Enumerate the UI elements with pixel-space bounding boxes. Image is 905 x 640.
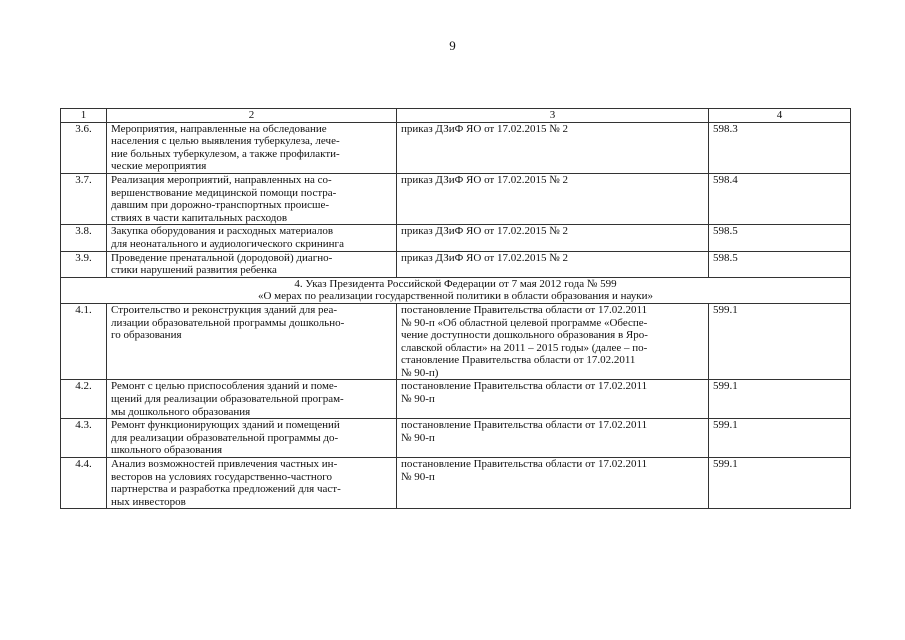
indicator-code: 598.5 bbox=[709, 225, 851, 251]
legal-basis-line: постановление Правительства области от 17.02.2011 bbox=[401, 419, 648, 432]
row-number: 4.2. bbox=[61, 380, 107, 419]
indicator-code: 599.1 bbox=[709, 458, 851, 509]
activity-description bbox=[107, 303, 397, 380]
activity-description bbox=[107, 173, 397, 224]
activity-description-line: Закупка оборудования и расходных материалов bbox=[111, 225, 334, 238]
legal-basis-line: приказ ДЗиФ ЯО от 17.02.2015 № 2 bbox=[401, 251, 568, 264]
table-row bbox=[61, 225, 851, 251]
table-row bbox=[61, 251, 851, 277]
activity-description bbox=[107, 251, 397, 277]
indicator-code: 598.5 bbox=[709, 251, 851, 277]
activity-description-line: Анализ возможностей привлечения частных ин- bbox=[111, 458, 338, 471]
legal-basis-line: № 90-п bbox=[401, 470, 435, 483]
legal-basis bbox=[397, 173, 709, 224]
legal-basis-line: постановление Правительства области от 17.02.2011 bbox=[401, 458, 648, 471]
legal-basis-line: славской области» на 2011 – 2015 годы» (далее – по- bbox=[401, 341, 648, 354]
row-number: 3.9. bbox=[61, 251, 107, 277]
activity-description bbox=[107, 225, 397, 251]
indicator-code: 599.1 bbox=[709, 380, 851, 419]
legal-basis-line: приказ ДЗиФ ЯО от 17.02.2015 № 2 bbox=[401, 225, 568, 238]
row-number: 4.1. bbox=[61, 303, 107, 380]
activity-description-line: ствиях в части капитальных расходов bbox=[111, 211, 288, 224]
section-title-line-1: 4. Указ Президента Российской Федерации от 7 мая 2012 года № 599 bbox=[294, 277, 617, 290]
activity-description-line: лизации образовательной программы дошкольно- bbox=[111, 316, 345, 329]
column-header-4: 4 bbox=[709, 109, 851, 123]
legal-basis-line: постановление Правительства области от 17.02.2011 bbox=[401, 303, 648, 316]
activity-description-line: Реализация мероприятий, направленных на со- bbox=[111, 173, 332, 186]
column-header-3: 3 bbox=[397, 109, 709, 123]
activity-description-line: ческие мероприятия bbox=[111, 160, 207, 173]
activity-description-line: для реализации образовательной программы до- bbox=[111, 431, 339, 444]
section-row bbox=[61, 277, 851, 303]
legal-basis bbox=[397, 380, 709, 419]
legal-basis-line: № 90-п «Об областной целевой программе «Обеспе- bbox=[401, 316, 648, 329]
section-title bbox=[61, 277, 851, 303]
activity-description-line: ние больных туберкулезом, а также профилакти- bbox=[111, 147, 340, 160]
table-header bbox=[61, 109, 851, 123]
table-row bbox=[61, 380, 851, 419]
activity-description bbox=[107, 458, 397, 509]
activity-description-line: го образования bbox=[111, 329, 182, 342]
activity-description-line: Строительство и реконструкция зданий для реа- bbox=[111, 303, 338, 316]
legal-basis bbox=[397, 419, 709, 458]
legal-basis bbox=[397, 458, 709, 509]
activity-description-line: Ремонт с целью приспособления зданий и поме- bbox=[111, 380, 338, 393]
activity-description-line: Мероприятия, направленные на обследование bbox=[111, 122, 327, 135]
activity-description bbox=[107, 380, 397, 419]
header-row bbox=[61, 109, 851, 123]
column-header-1: 1 bbox=[61, 109, 107, 123]
activity-description-line: населения с целью выявления туберкулеза, лече- bbox=[111, 135, 340, 148]
table-body-section-4 bbox=[61, 303, 851, 509]
legal-basis bbox=[397, 225, 709, 251]
table-row bbox=[61, 458, 851, 509]
row-number: 3.6. bbox=[61, 122, 107, 173]
page-number: 9 bbox=[449, 38, 456, 53]
row-number: 3.8. bbox=[61, 225, 107, 251]
table-body-section-3 bbox=[61, 122, 851, 277]
legal-basis-line: постановление Правительства области от 17.02.2011 bbox=[401, 380, 648, 393]
activity-description-line: весторов на условиях государственно-частного bbox=[111, 470, 332, 483]
indicator-code: 598.4 bbox=[709, 173, 851, 224]
table-row bbox=[61, 419, 851, 458]
table-row bbox=[61, 303, 851, 380]
activity-description-line: вершенствование медицинской помощи постра- bbox=[111, 186, 337, 199]
activity-description-line: для неонатального и аудиологического скрининга bbox=[111, 237, 344, 250]
section-title-line-2: «О мерах по реализации государственной политики в области образования и науки» bbox=[257, 290, 654, 303]
activity-description-line: стики нарушений развития ребенка bbox=[111, 264, 277, 277]
activity-description-line: мы дошкольного образования bbox=[111, 405, 251, 418]
legal-basis bbox=[397, 122, 709, 173]
legal-basis-line: № 90-п) bbox=[401, 366, 439, 379]
table-row bbox=[61, 122, 851, 173]
legal-basis-line: № 90-п bbox=[401, 393, 435, 406]
column-header-2: 2 bbox=[107, 109, 397, 123]
activity-description-line: Проведение пренатальной (дородовой) диагно- bbox=[111, 251, 333, 264]
document-table bbox=[60, 108, 851, 509]
activity-description bbox=[107, 419, 397, 458]
indicator-code: 599.1 bbox=[709, 303, 851, 380]
indicator-code: 598.3 bbox=[709, 122, 851, 173]
activity-description-line: давшим при дорожно-транспортных происше- bbox=[111, 199, 330, 212]
row-number: 4.4. bbox=[61, 458, 107, 509]
activity-description-line: школьного образования bbox=[111, 444, 223, 457]
row-number: 3.7. bbox=[61, 173, 107, 224]
row-number: 4.3. bbox=[61, 419, 107, 458]
legal-basis-line: № 90-п bbox=[401, 431, 435, 444]
legal-basis bbox=[397, 303, 709, 380]
activity-description bbox=[107, 122, 397, 173]
table-row bbox=[61, 173, 851, 224]
activity-description-line: ных инвесторов bbox=[111, 495, 186, 508]
activity-description-line: Ремонт функционирующих зданий и помещений bbox=[111, 419, 340, 432]
indicator-code: 599.1 bbox=[709, 419, 851, 458]
legal-basis-line: приказ ДЗиФ ЯО от 17.02.2015 № 2 bbox=[401, 122, 568, 135]
legal-basis-line: становление Правительства области от 17.02.2011 bbox=[401, 354, 636, 367]
legal-basis-line: приказ ДЗиФ ЯО от 17.02.2015 № 2 bbox=[401, 173, 568, 186]
legal-basis bbox=[397, 251, 709, 277]
activity-description-line: партнерства и разработка предложений для част- bbox=[111, 483, 341, 496]
activity-description-line: щений для реализации образовательной програм- bbox=[111, 393, 344, 406]
legal-basis-line: чение доступности дошкольного образования в Яро- bbox=[401, 329, 648, 342]
table-section-heading bbox=[61, 277, 851, 303]
